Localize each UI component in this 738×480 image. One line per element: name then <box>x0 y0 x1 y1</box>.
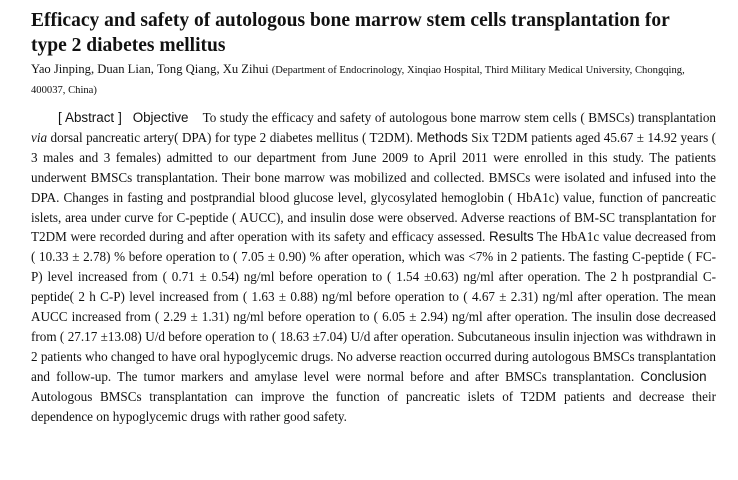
objective-text-part2: dorsal pancreatic artery( DPA) for type 2 diabetes mellitus ( T2DM). <box>47 129 413 145</box>
conclusion-label: Conclusion <box>640 368 707 384</box>
byline <box>31 60 716 100</box>
paper-title: Efficacy and safety of autologous bone marrow stem cells transplantation for type 2 diabetes mellitus <box>31 10 670 56</box>
abstract <box>31 108 716 427</box>
results-text: The HbA1c value decreased from ( 10.33 ± 2.78) % before operation to ( 7.05 ± 0.90) % after operation, which was <7% in 2 patients. The fasting C-peptide ( FC-P) level increased from ( 0.71 ± 0.54) ng/ml before operation to ( 1.54 ±0.63) ng/ml after operation. The 2 h postprandial C-peptide( 2 h C-P) level increased from ( 1.63 ± 0.88) ng/ml before operation to ( 4.67 ± 2.31) ng/ml after operation. The mean AUCC increased from ( 2.29 ± 1.31) ng/ml before operation to ( 6.05 ± 2.94) ng/ml after operation. The insulin dose decreased from ( 27.17 ±13.08) U/d before operation to ( 18.63 ±7.04) U/d after operation. Subcutaneous insulin injection was withdrawn in 2 patients who changed to have oral hypoglycemic drugs. No adverse reaction occurred during autologous BMSCs transplantation and follow-up. The tumor markers and amylase level were normal before and after BMSCs transplantation. <box>31 229 716 384</box>
methods-label: Methods <box>416 129 468 145</box>
conclusion-text: Autologous BMSCs transplantation can improve the function of pancreatic islets of T2DM patients and decrease their dependence on hypoglycemic drugs with rather good safety. <box>31 388 716 424</box>
results-label: Results <box>489 229 534 245</box>
abstract-label: [ Abstract ] <box>58 110 122 125</box>
objective-text-via: via <box>31 129 48 145</box>
objective-label: Objective <box>132 110 189 125</box>
methods-text: Six T2DM patients aged 45.67 ± 14.92 years ( 3 males and 3 females) admitted to our department from June 2009 to April 2011 were enrolled in this study. The patients underwent BMSCs transplantation. Their bone marrow was mobilized and collected. BMSCs were isolated and infused into the DPA. Changes in fasting and postprandial blood glucose level, glycosylated hemoglobin ( HbA1c) value, function of pancreatic islets, area under curve for C-peptide ( AUCC), and insulin dose were observed. Adverse reactions of BM-SC transplantation for T2DM were recorded during and after operation with its safety and efficacy assessed. <box>31 129 717 245</box>
affiliation: (Department of Endocrinology, Xinqiao Hospital, Third Military Medical University, Chongqing, 400037, China) <box>31 65 685 96</box>
objective-text-part1: To study the efficacy and safety of autologous bone marrow stem cells ( BMSCs) transplantation <box>202 110 717 125</box>
authors: Yao Jinping, Duan Lian, Tong Qiang, Xu Zihui <box>31 62 269 76</box>
